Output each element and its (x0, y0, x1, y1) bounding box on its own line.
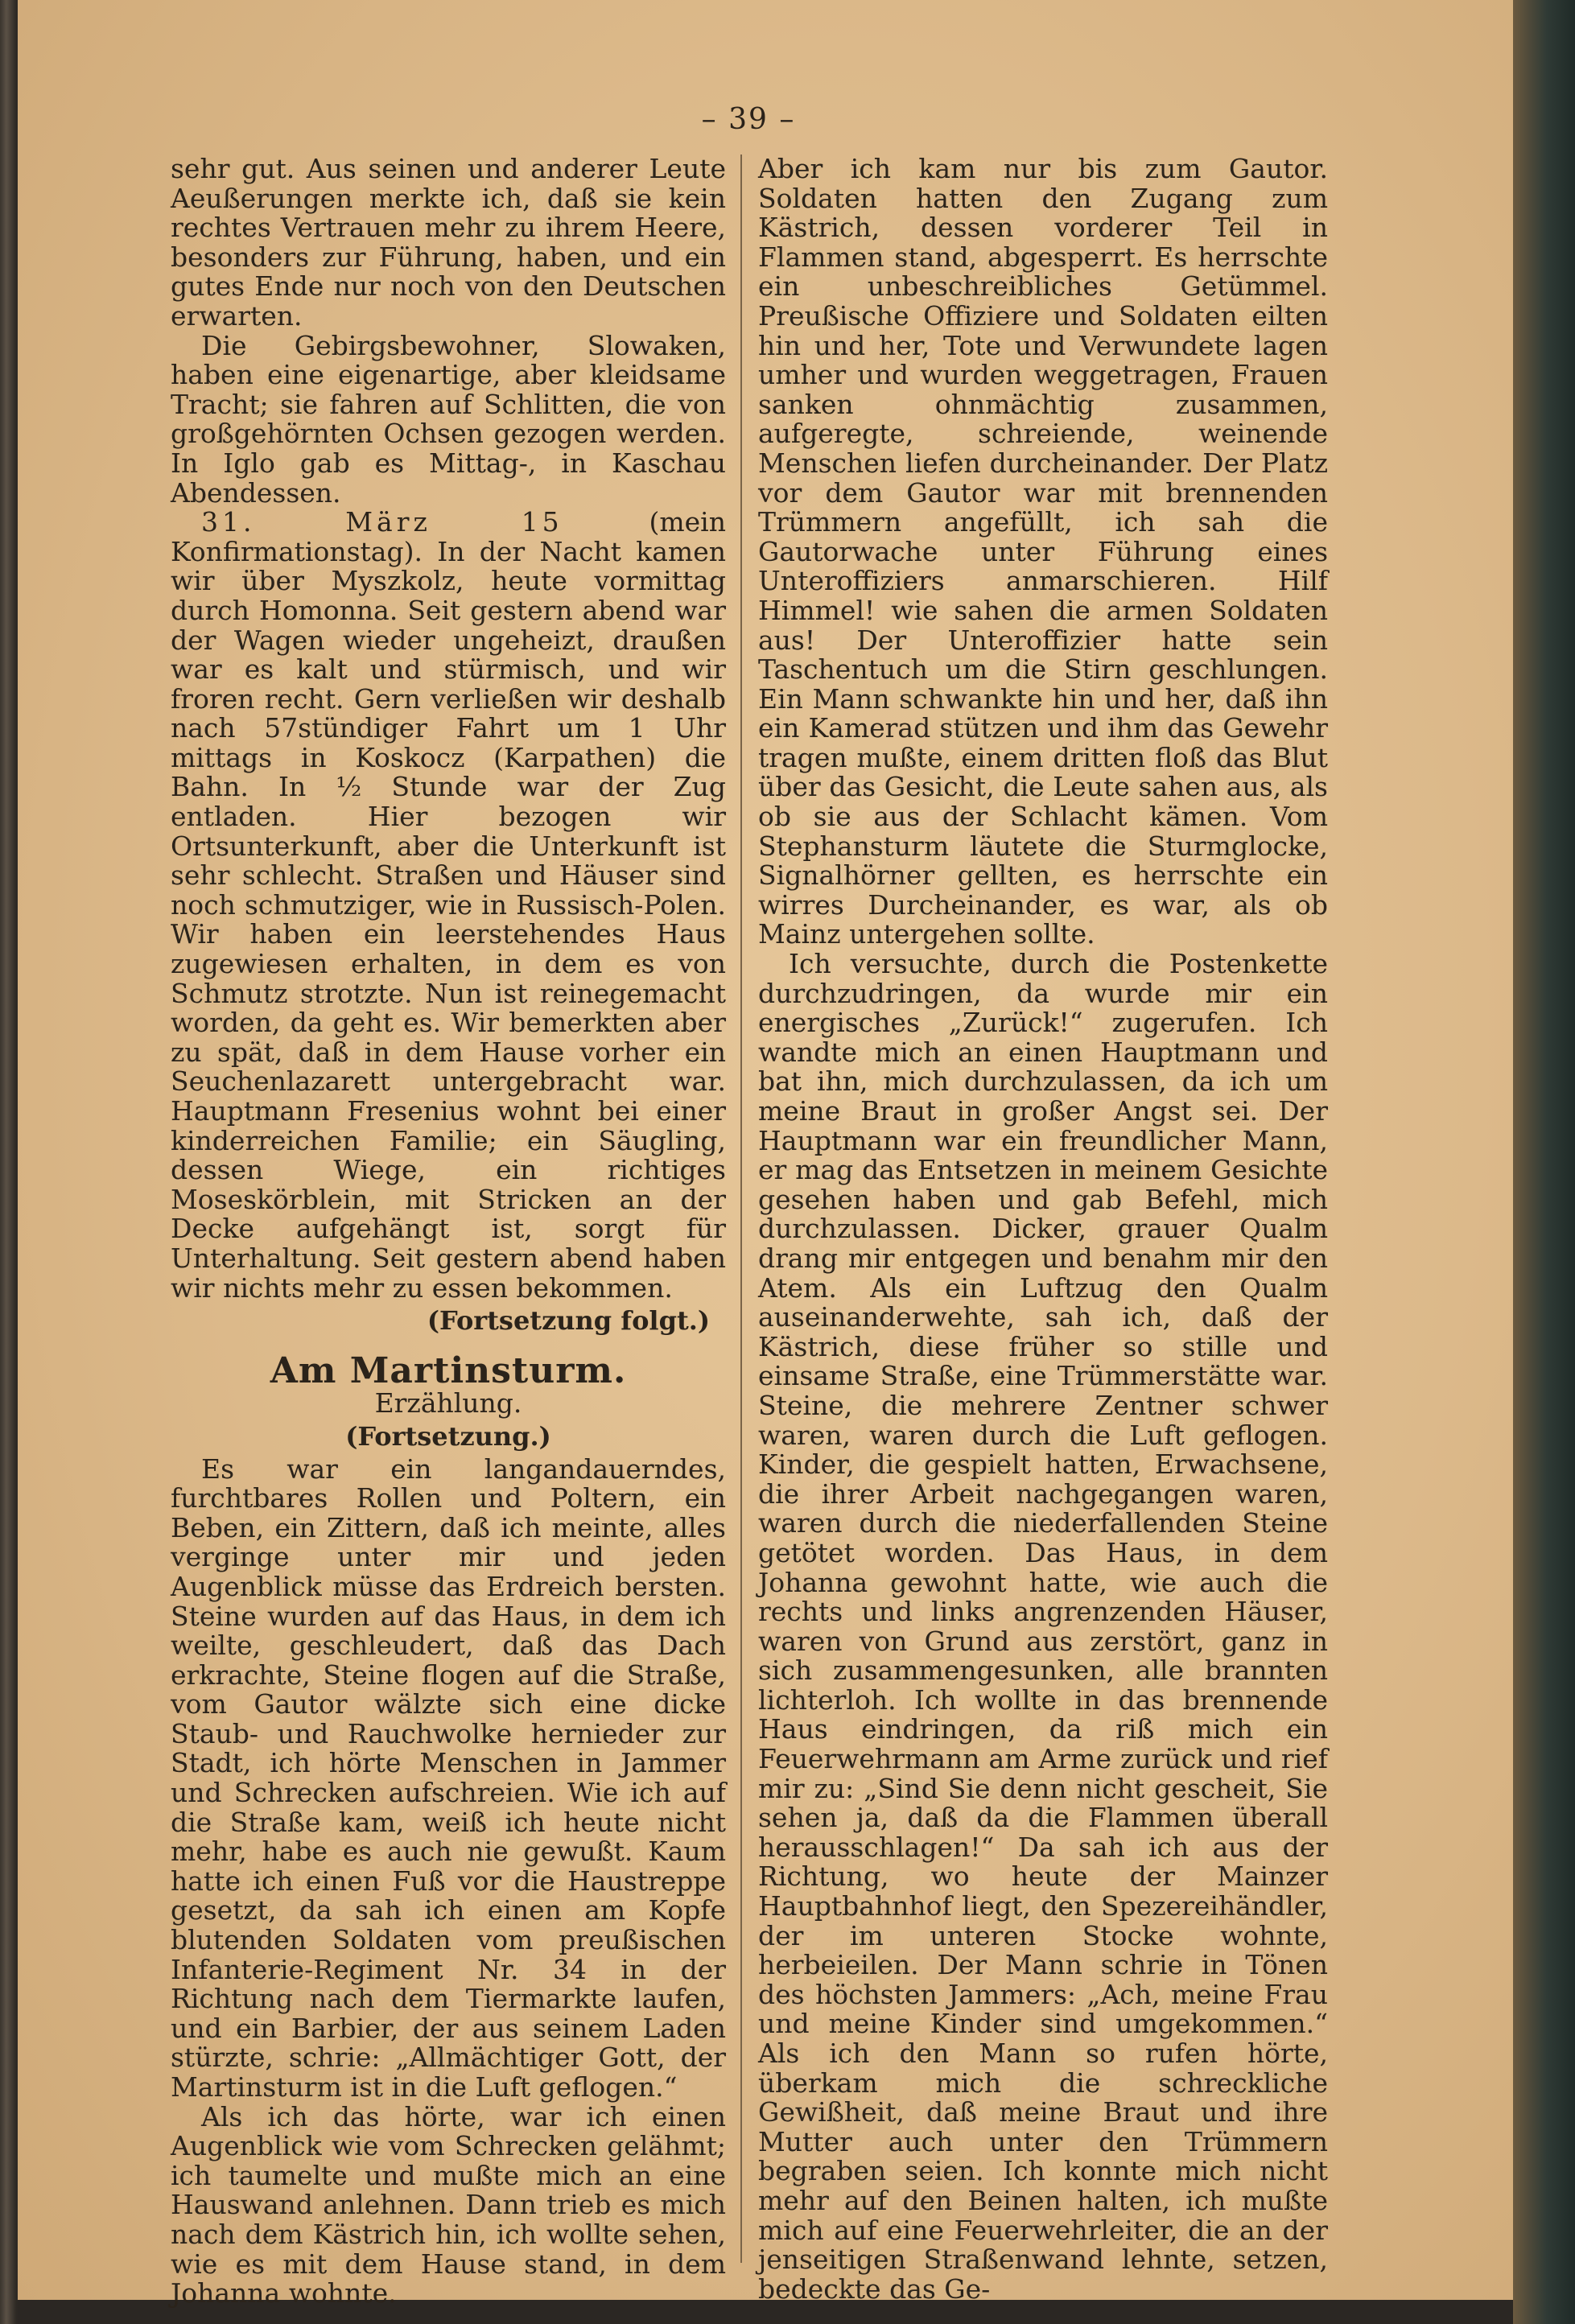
story-title: Am Martinsturm. (270, 1349, 627, 1391)
right-column (758, 155, 1328, 2304)
column-divider (740, 155, 742, 2263)
paragraph-march-31 (171, 508, 726, 1303)
story-paragraph-2: Als ich das hörte, war ich einen Augenblick wie vom Schrecken gelähmt; ich taumelte und mußte mich an eine Hauswand anlehnen. Dann trieb es mich nach dem Kästrich hin, ich wollte sehen, wie es mit dem Hause stand, in dem Johanna wohnte. (171, 2100, 726, 2310)
story-continuation: (Fortsetzung.) (345, 1420, 551, 1452)
book-spine (1513, 0, 1575, 2324)
page-number: – 39 – (701, 103, 796, 136)
story-paragraph-1: Es war ein langandauerndes, furchtbares Rollen und Poltern, ein Beben, ein Zittern, daß ich meinte, alles verginge unter mir und jeden Augenblick müsse das Erdreich bersten. Steine wurden auf das Haus, in dem ich weilte, geschleudert, daß das Dach erkrachte, Steine flogen auf die Straße, vom Gautor wälzte sich eine dicke Staub- und Rauchwolke hernieder zur Stadt, ich hörte Menschen in Jammer und Schrecken aufschreien. Wie ich auf die Straße kam, weiß ich heute nicht mehr, habe es auch nie gewußt. Kaum hatte ich einen Fuß vor die Haustreppe gesetzt, da sah ich einen am Kopfe blutenden Soldaten vom preußischen Infanterie-Regiment Nr. 34 in der Richtung nach dem Tiermarkte laufen, und ein Barbier, der aus seinem Laden stürzte, schrie: „Allmächtiger Gott, der Martinsturm ist in die Luft geflogen.“ (171, 1452, 726, 2103)
story-paragraph-3: Aber ich kam nur bis zum Gautor. Soldaten hatten den Zugang zum Kästrich, dessen vorderer Teil in Flammen stand, abgesperrt. Es herrschte ein unbeschreibliches Getümmel. Preußische Offiziere und Soldaten eilten hin und her, Tote und Verwundete lagen umher und wurden weggetragen, Frauen sanken ohnmächtig zusammen, aufgeregte, schreiende, weinende Menschen liefen durcheinander. Der Platz vor dem Gautor war mit brennenden Trümmern angefüllt, ich sah die Gautorwache unter Führung eines Unteroffiziers anmarschieren. Hilf Himmel! wie sahen die armen Soldaten aus! Der Unteroffizier hatte sein Taschentuch um die Stirn geschlungen. Ein Mann schwankte hin und her, daß ihn ein Kamerad stützen und ihm das Gewehr tragen mußte, einem dritten floß das Blut über das Gesicht, die Leute sahen aus, als ob sie aus der Schlacht kämen. Vom Stephansturm läutete die Sturmglocke, Signalhörner gellten, es herrschte ein wirres Durcheinander, es war, als ob Mainz untergehen sollte. (758, 153, 1328, 950)
fortsetzung-folgt: (Fortsetzung folgt.) (427, 1305, 710, 1337)
story-subtitle: Erzählung. (374, 1387, 522, 1420)
story-paragraph-4: Ich versuchte, durch die Postenkette durchzudringen, da wurde mir ein energisches „Zurück!“ zugerufen. Ich wandte mich an einen Hauptmann und bat ihn, mich durchzulassen, da ich um meine Braut in großer Angst sei. Der Hauptmann war ein freundlicher Mann, er mag das Entsetzen in meinem Gesichte gesehen haben und gab Befehl, mich durchzulassen. Dicker, grauer Qualm drang mir entgegen und benahm mir den Atem. Als ein Luftzug den Qualm auseinanderwehte, sah ich, daß der Kästrich, diese früher so stille und einsame Straße, eine Trümmerstätte war. Steine, die mehrere Zentner schwer waren, waren durch die Luft geflogen. Kinder, die gespielt hatten, Erwachsene, die ihrer Arbeit nachgegangen waren, waren durch die niederfallenden Steine getötet worden. Das Haus, in dem Johanna gewohnt hatte, wie auch die rechts und links angrenzenden Häuser, waren von Grund aus zerstört, ganz in sich zusammengesunken, alle brannten lichterloh. Ich wollte in das brennende Haus eindringen, da riß mich ein Feuerwehrmann am Arme zurück und rief mir zu: „Sind Sie denn nicht gescheit, Sie sehen ja, daß da die Flammen überall herausschlagen!“ Da sah ich aus der Richtung, wo heute der Mainzer Hauptbahnhof liegt, den Spezereihändler, der im unteren Stocke wohnte, herbeieilen. Der Mann schrie in Tönen des höchsten Jammers: „Ach, meine Frau und meine Kinder sind umgekommen.“ Als ich den Mann so rufen hörte, überkam mich die schreckliche Gewißheit, daß meine Braut und ihre Mutter auch unter den Trümmern begraben seien. Ich konnte mich nicht mehr auf den Beinen halten, ich mußte mich auf eine Feuerwehrleiter, die an der jenseitigen Straßenwand lehnte, setzen, bedeckte das Ge- (758, 948, 1328, 2305)
left-column (171, 155, 726, 2309)
paragraph-intro: sehr gut. Aus seinen und anderer Leute Aeußerungen merkte ich, daß sie kein rechtes Vertrauen mehr zu ihrem Heere, besonders zur Führung, haben, und ein gutes Ende nur noch von den Deutschen erwarten. (171, 153, 726, 332)
paragraph-slowaken: Die Gebirgsbewohner, Slowaken, haben eine eigenartige, aber kleidsame Tracht; sie fahren auf Schlitten, die von großgehörnten Ochsen gezogen werden. In Iglo gab es Mittag-, in Kaschau Abendessen. (171, 329, 726, 509)
paragraph-march-31-text: (mein Konfirmationstag). In der Nacht kamen wir über Myszkolz, heute vormittag durch Homonna. Seit gestern abend war der Wagen wieder ungeheizt, draußen war es kalt und stürmisch, und wir froren recht. Gern verließen wir deshalb nach 57stündiger Fahrt um 1 Uhr mittags in Koskocz (Karpathen) die Bahn. In ½ Stunde war der Zug entladen. Hier bezogen wir Ortsunterkunft, aber die Unterkunft ist sehr schlecht. Straßen und Häuser sind noch schmutziger, wie in Russisch-Polen. Wir haben ein leerstehendes Haus zugewiesen erhalten, in dem es von Schmutz strotzte. Nun ist reinegemacht worden, da geht es. Wir bemerkten aber zu spät, daß in dem Hause vorher ein Seuchenlazarett untergebracht war. Hauptmann Fresenius wohnt bei einer kinderreichen Familie; ein Säugling, dessen Wiege, ein richtiges Moseskörblein, mit Stricken an der Decke aufgehängt ist, sorgt für Unterhaltung. Seit gestern abend haben wir nichts mehr zu essen bekommen. (171, 506, 726, 1304)
date-label: 31. März 15 (201, 506, 563, 538)
